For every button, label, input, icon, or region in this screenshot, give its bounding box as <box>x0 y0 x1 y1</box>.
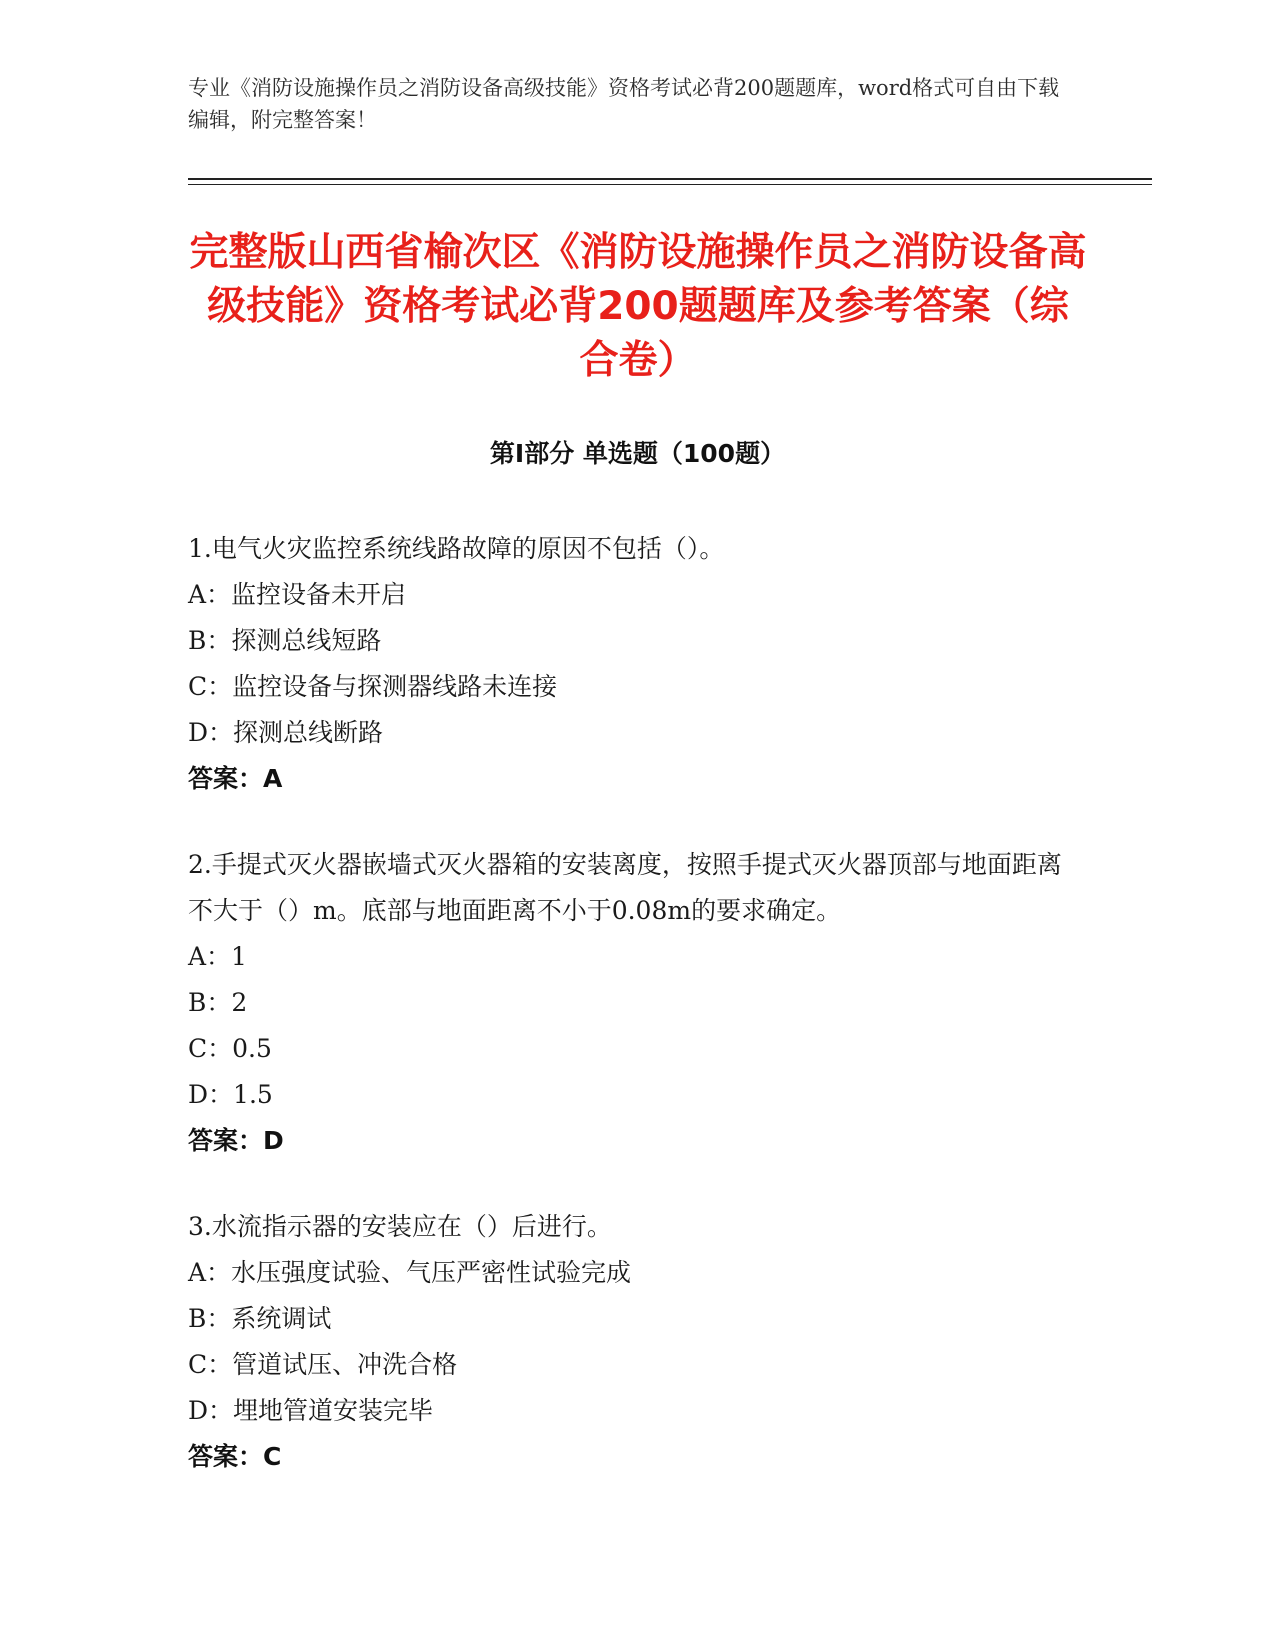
option-a: A：监控设备未开启 <box>188 580 407 609</box>
option-a: A：水压强度试验、气压严密性试验完成 <box>188 1258 632 1287</box>
option-b: B：系统调试 <box>188 1304 332 1333</box>
option-a: A：1 <box>188 942 247 971</box>
option-d: D：探测总线断路 <box>188 718 384 747</box>
question-list <box>188 526 1068 1520</box>
option-c: C：0.5 <box>188 1034 272 1063</box>
header-note: 专业《消防设施操作员之消防设备高级技能》资格考试必背200题题库，word格式可自由下载编辑，附完整答案！ <box>188 76 1060 132</box>
option-d: D：埋地管道安装完毕 <box>188 1396 434 1425</box>
question-text: 2.手提式灭火器嵌墙式灭火器箱的安装离度，按照手提式灭火器顶部与地面距离不大于（）m。底部与地面距离不小于0.08m的要求确定。 <box>188 850 1062 925</box>
question-1 <box>188 526 1068 802</box>
answer-line: 答案：C <box>188 1442 282 1471</box>
question-text: 3.水流指示器的安装应在（）后进行。 <box>188 1212 612 1241</box>
answer-line: 答案：D <box>188 1126 284 1155</box>
question-3 <box>188 1204 1068 1480</box>
option-b: B：探测总线短路 <box>188 626 382 655</box>
header-divider <box>188 178 1152 180</box>
section-heading: 第I部分 单选题（100题） <box>489 439 786 468</box>
option-d: D：1.5 <box>188 1080 273 1109</box>
option-c: C：监控设备与探测器线路未连接 <box>188 672 558 701</box>
document-title: 完整版山西省榆次区《消防设施操作员之消防设备高级技能》资格考试必背200题题库及参考答案（综合卷） <box>189 230 1087 383</box>
option-c: C：管道试压、冲洗合格 <box>188 1350 458 1379</box>
question-2 <box>188 842 1068 1164</box>
option-b: B：2 <box>188 988 248 1017</box>
question-text: 1.电气火灾监控系统线路故障的原因不包括（）。 <box>188 534 725 563</box>
header-divider-thin <box>188 184 1152 185</box>
answer-line: 答案：A <box>188 764 283 793</box>
